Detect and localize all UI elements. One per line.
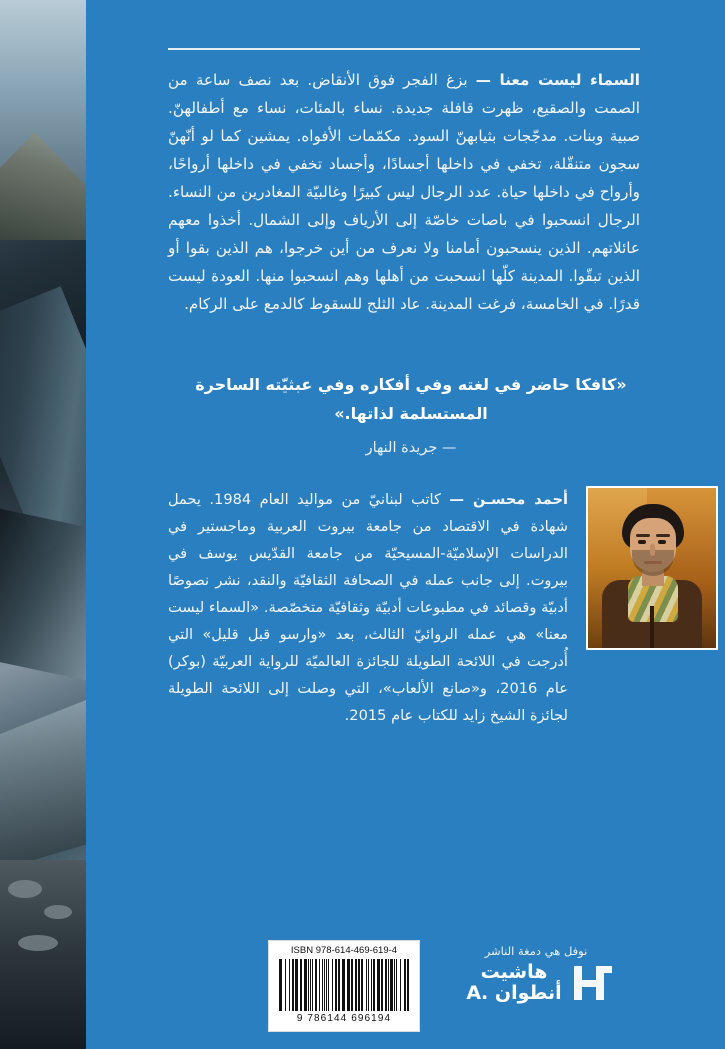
cover-wrap-photo [0, 0, 86, 1049]
publisher-name [466, 962, 561, 1004]
author-name: أحمد محسـن — [449, 491, 568, 508]
photo-rock [44, 905, 72, 919]
portrait-eyebrow-right [656, 534, 670, 537]
blurb-body-text: بزغ الفجر فوق الأنقاض. بعد نصف ساعة من الصمت والصقيع، ظهرت قافلة جديدة. نساء بالمئات، نساء مع أطفالهنّ. صبية وبنات. مدجّجات بثيابهنّ السود. مكمّمات الأفواه. يمشين كما لو أنّهنّ سجون متنقّلة، تخفي في داخلها أجسادًا، وأجساد تخفي في داخلها أرواحًا، وأرواح في داخلها حياة. عدد الرجال ليس كبيرًا وغالبيّة المغادرين من النساء. الرجال انسحبوا في باصات خاصّة إلى الأرياف وإلى الشمال. أخذوا معهم عائلاتهم. الذين ينسحبون أمامنا ولا نعرف من أين خرجوا، هم الذين بقوا أو الذين تبقّوا. المدينة كلّها انسحبت من أهلها وهم انسحبوا منها. العودة ليست قدرًا. في الخامسة، فرغت المدينة. عاد الثلج للسقوط كالدمع على الركام. [168, 71, 640, 313]
blurb-book-title: السماء ليست معنا — [475, 71, 641, 89]
publisher-tagline: نوفل هي دمغة الناشر [484, 944, 588, 958]
photo-slab [0, 700, 86, 870]
publisher-logo [438, 962, 634, 1004]
pull-quote-source: — جريدة النهار [365, 440, 457, 456]
blurb-paragraph [168, 66, 640, 318]
portrait-eyebrow-left [636, 534, 650, 537]
author-portrait [586, 486, 718, 650]
barcode-bars [279, 959, 409, 1011]
author-bio-text: كاتب لبنانيّ من مواليد العام 1984. يحمل شهادة في الاقتصاد من جامعة بيروت العربية وماجستير في الدراسات الإسلاميّة-المسيحيّة من جامعة القدّيس يوسف في بيروت. إلى جانب عمله في الصحافة الثقافيّة والنقد، نشر نصوصًا أدبيّة وقصائد في مطبوعات أدبيّة وثقافيّة متخصّصة. «السماء ليست معنا» هي عمله الروائيّ الثالث، بعد «وارسو قبل قليل» التي أُدرجت في اللائحة الطويلة للجائزة العالميّة للرواية العربيّة (بوكر) عام 2016، و«صانع الألعاب»، التي وصلت إلى اللائحة الطويلة لجائزة الشيخ زايد للكتاب عام 2015. [168, 491, 568, 724]
portrait-eye-right [658, 540, 666, 544]
pull-quote-text: «كافكا حاضر في لغته وفي أفكاره وفي عبثيّته الساحرة المستسلمة لذاتها.» [195, 375, 627, 423]
isbn-barcode-block [268, 940, 420, 1032]
portrait-mouth [644, 561, 662, 564]
barcode-digits: 9 786144 696194 [296, 1013, 392, 1024]
pull-quote [182, 370, 640, 463]
portrait-zipper [650, 606, 654, 650]
top-divider-rule [168, 48, 640, 50]
publisher-line-2: أنطوان .A [466, 982, 562, 1004]
author-bio [168, 486, 568, 729]
photo-rock [18, 935, 58, 951]
photo-concrete-beam-lower [0, 508, 86, 682]
publisher-line-1: هاشيت [480, 961, 548, 983]
portrait-nose [650, 544, 655, 556]
back-cover-content [86, 0, 725, 1049]
hachette-mark-icon [572, 964, 606, 1002]
photo-rock [8, 880, 42, 898]
portrait-eye-left [638, 540, 646, 544]
isbn-label: ISBN 978-614-469-619-4 [290, 945, 398, 956]
